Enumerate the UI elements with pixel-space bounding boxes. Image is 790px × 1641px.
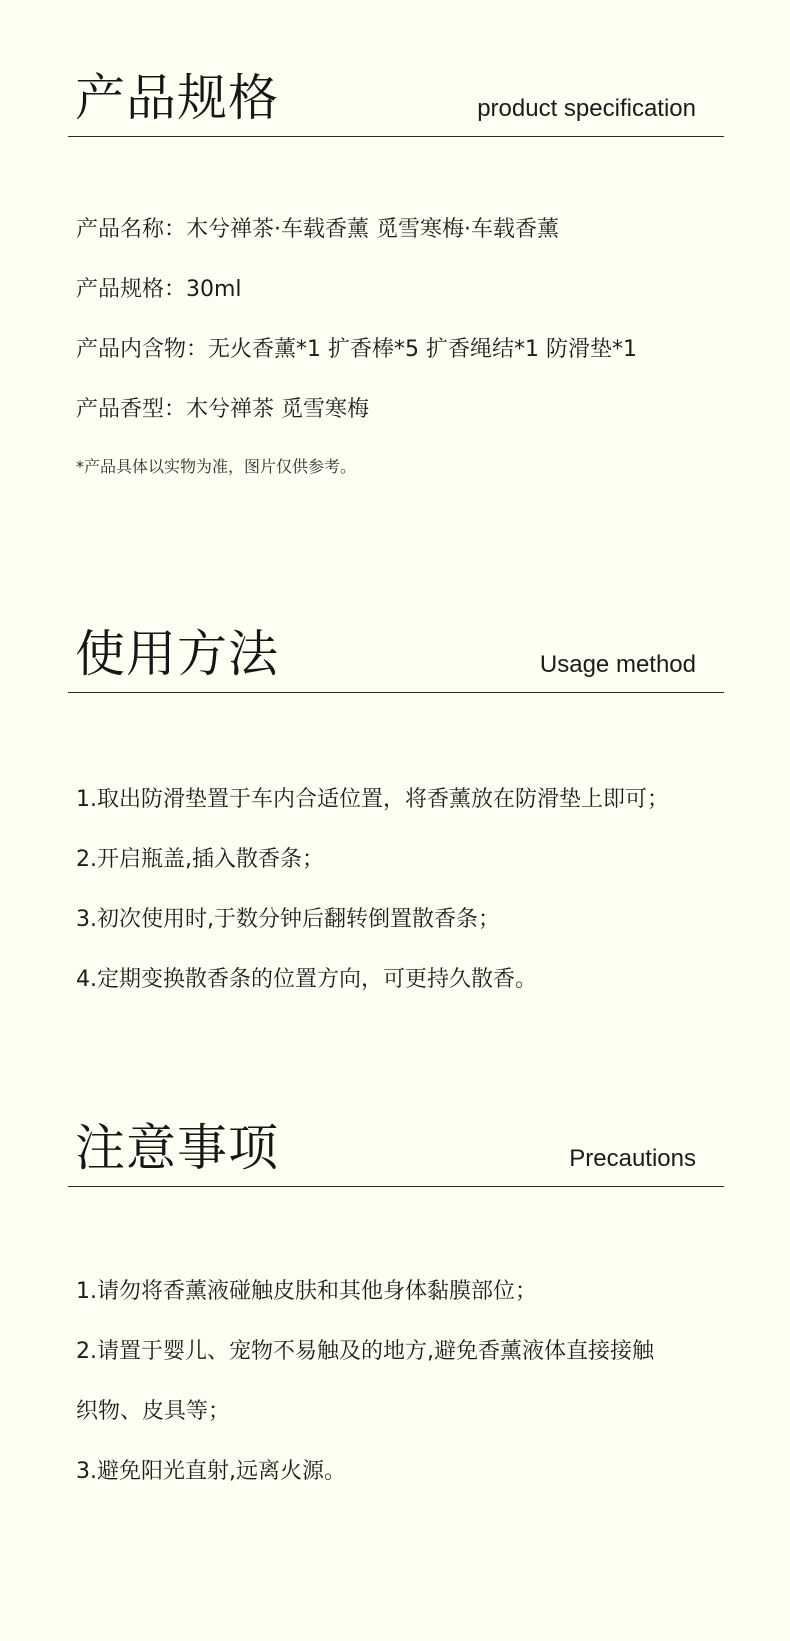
spec-section	[0, 62, 790, 476]
spec-line-name: 产品名称：木兮禅茶·车载香薰 觅雪寒梅·车载香薰	[76, 217, 559, 242]
precautions-section	[0, 1112, 790, 1484]
spec-line-size: 产品规格：30ml	[76, 277, 242, 302]
usage-title: 使用方法	[75, 625, 279, 683]
precaution-item-2: 2.请置于婴儿、宠物不易触及的地方,避免香薰液体直接接触	[76, 1339, 654, 1364]
spec-title: 产品规格	[75, 69, 279, 127]
precautions-title-en: Precautions	[569, 1145, 696, 1172]
precautions-title: 注意事项	[75, 1119, 279, 1177]
spec-disclaimer: *产品具体以实物为准，图片仅供参考。	[76, 457, 357, 476]
usage-step-2: 2.开启瓶盖,插入散香条；	[76, 847, 324, 872]
usage-title-en: Usage method	[539, 651, 696, 678]
spec-title-en: product specification	[477, 95, 696, 122]
usage-step-4: 4.定期变换散香条的位置方向，可更持久散香。	[76, 967, 537, 992]
precaution-item-1: 1.请勿将香薰液碰触皮肤和其他身体黏膜部位；	[76, 1279, 537, 1304]
spec-header	[0, 62, 790, 162]
usage-header	[0, 618, 790, 718]
usage-list	[76, 770, 750, 1010]
precaution-item-3: 3.避免阳光直射,远离火源。	[76, 1459, 346, 1484]
precaution-item-2-cont: 织物、皮具等；	[76, 1399, 231, 1424]
spec-line-scent: 产品香型：木兮禅茶 觅雪寒梅	[76, 397, 369, 422]
precautions-divider	[68, 1186, 724, 1187]
usage-section	[0, 618, 790, 992]
spec-list	[76, 200, 750, 482]
usage-step-1: 1.取出防滑垫置于车内合适位置，将香薰放在防滑垫上即可；	[76, 787, 669, 812]
usage-divider	[68, 692, 724, 693]
precautions-header	[0, 1112, 790, 1212]
spec-divider	[68, 136, 724, 137]
spec-line-contents: 产品内含物：无火香薰*1 扩香棒*5 扩香绳结*1 防滑垫*1	[76, 337, 637, 362]
precautions-list	[76, 1262, 750, 1502]
usage-step-3: 3.初次使用时,于数分钟后翻转倒置散香条；	[76, 907, 500, 932]
